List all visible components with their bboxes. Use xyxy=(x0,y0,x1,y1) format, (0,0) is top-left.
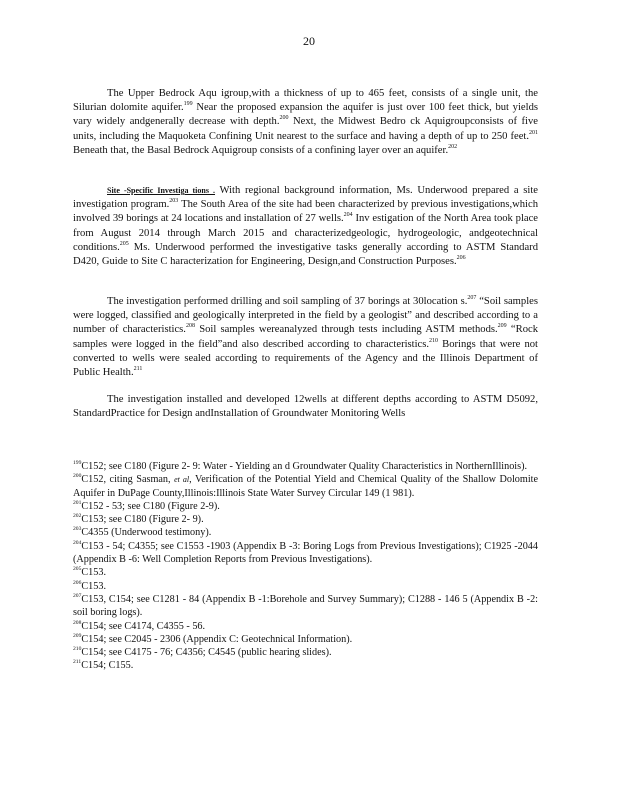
footnote-ref: 202 xyxy=(448,143,458,150)
p3-text-4: “Rock samples were logged in the field”and also described according to characteristics. xyxy=(73,324,538,350)
footnote-210: $^{210}$C154; see C4175 - 76; C4356; C4545 (public hearing slides). xyxy=(73,646,332,659)
footnote-199: $^{199}$C152; see C180 (Figure 2- 9: Water - Yielding an d Groundwater Quality Characteristics in NorthernIllinois). xyxy=(73,460,528,472)
p3-text-5: Borings that were not converted to wells were sealed according to requirements of the Agency and the Illinois Department of Public Health. xyxy=(73,338,538,379)
footnote-ref: 205 xyxy=(119,240,129,247)
p2-text-2: The South Area of the site had been characterized by previous investigations,which involved 39 borings at 24 locations and installation of 27 wells. xyxy=(73,199,538,225)
footnote-208: $^{208}$C154; see C4174, C4355 - 56. xyxy=(73,619,206,632)
footnotes xyxy=(73,460,538,673)
p1-text-3: Next, the Midwest Bedro ck Aquigroupconsists of five units, including the Maquoketa Confining Unit nearest to the surface and having a depth of up to 250 feet. xyxy=(73,116,538,142)
footnote-ref: 200 xyxy=(279,115,289,122)
footnote-211: $^{211}$C154; C155. xyxy=(73,659,134,672)
footnote-205: $^{205}$C153. xyxy=(73,566,107,579)
footnote-ref: 204 xyxy=(343,212,353,219)
paragraph-wells xyxy=(73,393,538,421)
p4-text-1: The investigation installed and developed 12wells at different depths according to ASTM D5092, StandardPractice for Design andInstallation of Groundwater Monitoring Wells xyxy=(73,394,538,420)
footnote-209: $^{209}$C154; see C2045 - 2306 (Appendix C: Geotechnical Information). xyxy=(73,632,353,645)
footnote-ref: 209 xyxy=(497,323,507,330)
p3-text-3: Soil samples wereanalyzed through tests including ASTM methods. xyxy=(199,324,498,336)
footnote-ref: 203 xyxy=(169,198,179,205)
footnote-206: $^{206}$C153. xyxy=(73,579,107,592)
paragraph-drilling-sampling xyxy=(73,295,538,380)
p1-text-2: Near the proposed expansion the aquifer is just over 100 feet thick, but yields vary widely andgenerally decrease with depth. xyxy=(73,102,538,128)
footnote-ref: 201 xyxy=(529,129,538,136)
footnote-ref: 199 xyxy=(183,101,193,108)
footnote-ref: 206 xyxy=(456,255,466,262)
page-number: 20 xyxy=(303,34,315,48)
p3-text-1: The investigation performed drilling and soil sampling of 37 borings at 30location s. xyxy=(107,296,468,307)
footnote-202: $^{202}$C153; see C180 (Figure 2- 9). xyxy=(73,513,204,526)
p1-text-1: The Upper Bedrock Aqu igroup,with a thickness of up to 465 feet, consists of a single unit, the Silurian dolomite aquifer. xyxy=(73,88,538,114)
p2-text-3: Inv estigation of the North Area took place from August 2014 through March 2015 and characterizedgeologic, hydrogeologic, andgeotechnical conditions. xyxy=(73,213,538,253)
footnote-ref: 207 xyxy=(467,295,477,301)
footnote-207: $^{207}$C153, C154; see C1281 - 84 (Appendix B -1:Borehole and Survey Summary); C1288 - 146 5 (Appendix B -2: soil boring logs). xyxy=(73,592,538,619)
p2-text-1: With regional background information, Ms. Underwood prepared a site investigation program. xyxy=(73,185,538,211)
footnote-204: $^{204}$C153 - 54; C4355; see C1553 -1903 (Appendix B -3: Boring Logs from Previous Investigations); C1925 -2044 (Appendix B -6: Well Completion Reports from Previous Investigations). xyxy=(73,539,538,566)
paragraph-bedrock-aquigroups xyxy=(73,87,538,158)
footnote-200: $^{200}$C152, citing Sasman, et al, Verification of the Potential Yield and Chemical Quality of the Shallow Dolomite Aquifer in DuPage County,Illinois:Illinois State Water Survey Circular 149 (1 981). xyxy=(73,473,539,499)
footnote-ref: 211 xyxy=(133,366,143,373)
footnote-ref: 210 xyxy=(429,337,439,344)
p2-text-4: Ms. Underwood performed the investigative tasks generally according to ASTM Standard D420, Guide to Site C haracterization for Engineering, Design,and Construction Purposes. xyxy=(73,241,538,268)
footnote-203: $^{203}$C4355 (Underwood testimony). xyxy=(73,526,212,539)
p1-text-4: Beneath that, the Basal Bedrock Aquigroup consists of a confining layer over an aquifer. xyxy=(73,144,449,156)
footnote-201: $^{201}$C152 - 53; see C180 (Figure 2-9). xyxy=(73,499,220,512)
section-heading: Site -Specific Investiga tions . xyxy=(107,186,216,195)
paragraph-site-investigations xyxy=(73,184,538,269)
footnote-ref: 208 xyxy=(185,323,195,330)
p3-text-2: “Soil samples were logged, classified and geologically interpreted in the field by a geologist” and described according to a number of characteristics. xyxy=(73,296,538,336)
